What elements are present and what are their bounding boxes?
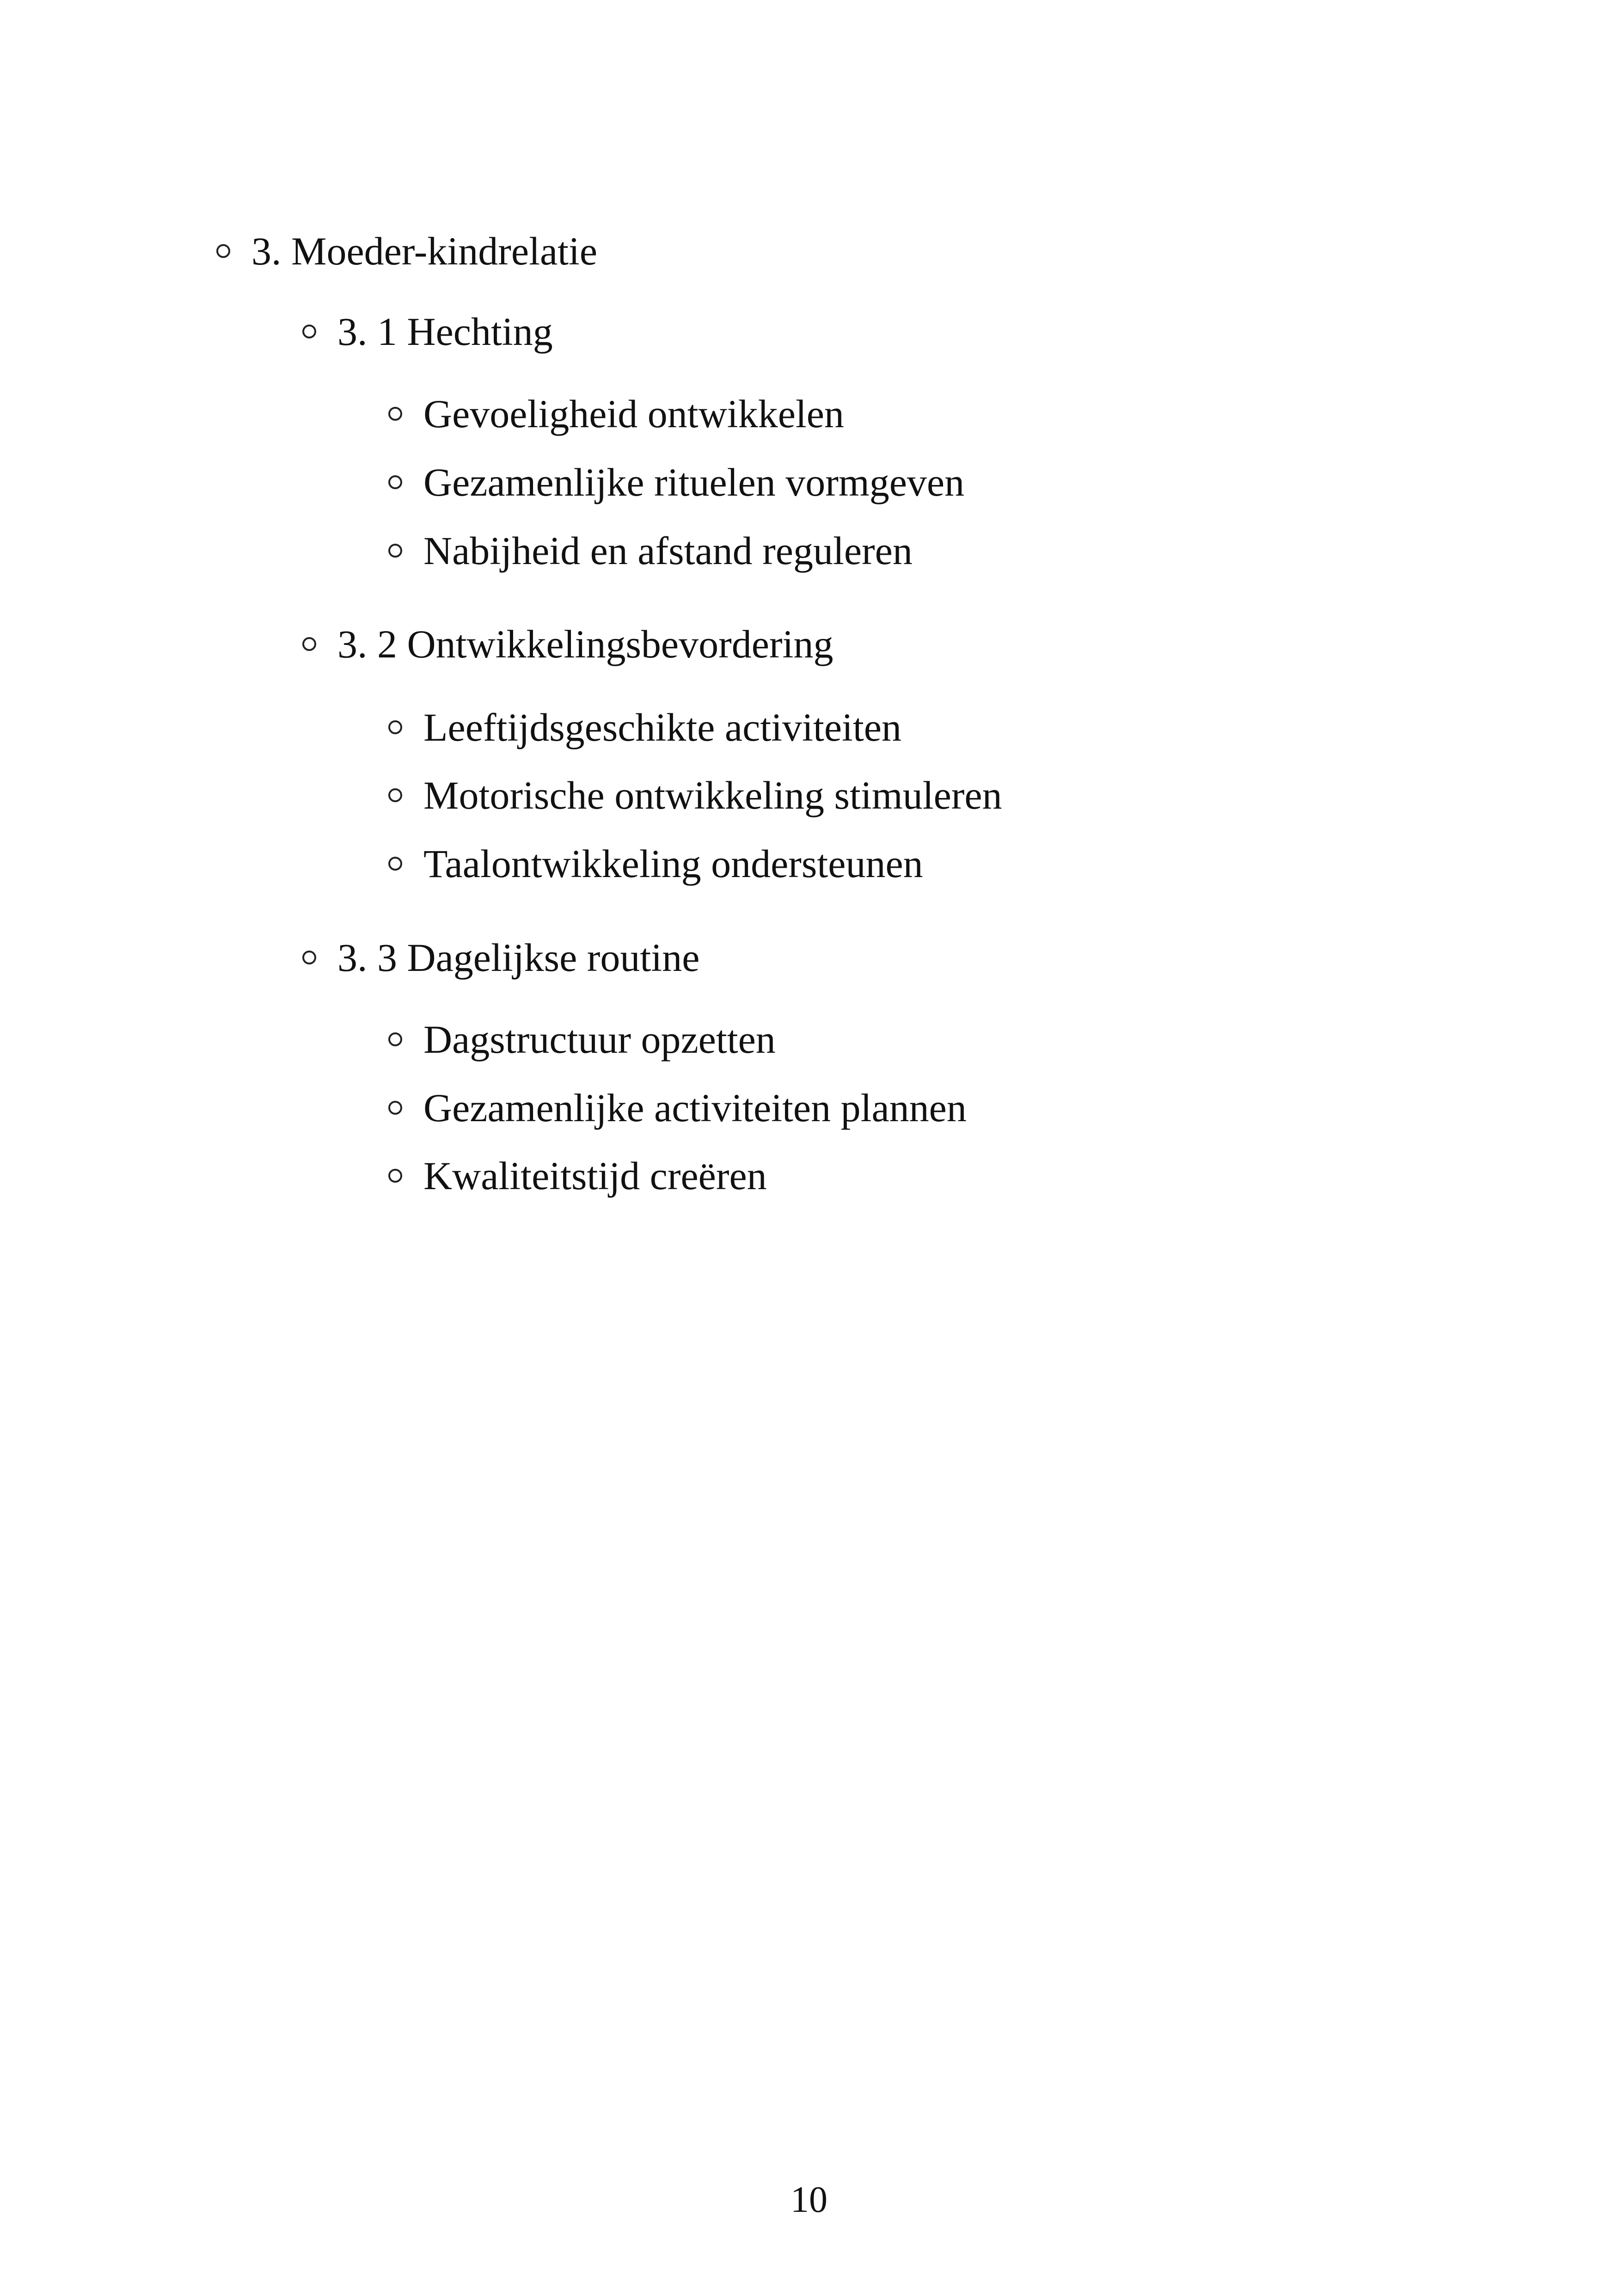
page-number: 10 [791, 2179, 827, 2220]
hollow-circle-bullet-icon [388, 1032, 402, 1046]
hollow-circle-bullet-icon [388, 407, 402, 421]
hollow-circle-bullet-icon [302, 951, 316, 964]
list-item [388, 707, 901, 747]
list-item [388, 841, 923, 886]
list-item [388, 394, 844, 434]
hollow-circle-bullet-icon [388, 857, 402, 871]
list-item-text: Nabijheid en afstand reguleren [423, 528, 913, 573]
list-item-text: Dagstructuur opzetten [423, 1017, 776, 1062]
hollow-circle-bullet-icon [388, 475, 402, 489]
list-item-text: Gezamenlijke activiteiten plannen [423, 1086, 967, 1130]
hollow-circle-bullet-icon [388, 788, 402, 802]
subsection-title: 3. 3 Dagelijkse routine [337, 935, 700, 980]
subsection-title: 3. 1 Hechting [337, 309, 553, 354]
section-title: 3. Moeder-kindrelatie [251, 229, 598, 273]
list-item-text: Gezamenlijke rituelen vormgeven [423, 460, 965, 504]
hollow-circle-bullet-icon [388, 1101, 402, 1115]
outline-subsection [302, 624, 833, 664]
list-item [388, 1156, 767, 1196]
list-item-text: Kwaliteitstijd creëren [423, 1154, 767, 1198]
list-item-text: Motorische ontwikkeling stimuleren [423, 773, 1002, 817]
list-item [388, 1017, 776, 1062]
list-item-text: Leeftijdsgeschikte activiteiten [423, 705, 901, 749]
list-item [388, 462, 964, 502]
hollow-circle-bullet-icon [388, 1169, 402, 1183]
outline-subsection [302, 935, 700, 980]
list-item [388, 1088, 967, 1128]
outline-section [216, 231, 597, 271]
list-item [388, 775, 1002, 815]
hollow-circle-bullet-icon [388, 720, 402, 734]
outline-subsection [302, 309, 553, 354]
list-item-text: Gevoeligheid ontwikkelen [423, 392, 844, 436]
subsection-title: 3. 2 Ontwikkelingsbevordering [337, 622, 834, 666]
hollow-circle-bullet-icon [302, 637, 316, 651]
hollow-circle-bullet-icon [302, 325, 316, 338]
list-item-text: Taalontwikkeling ondersteunen [423, 841, 923, 886]
hollow-circle-bullet-icon [216, 244, 230, 258]
hollow-circle-bullet-icon [388, 544, 402, 558]
list-item [388, 528, 913, 573]
